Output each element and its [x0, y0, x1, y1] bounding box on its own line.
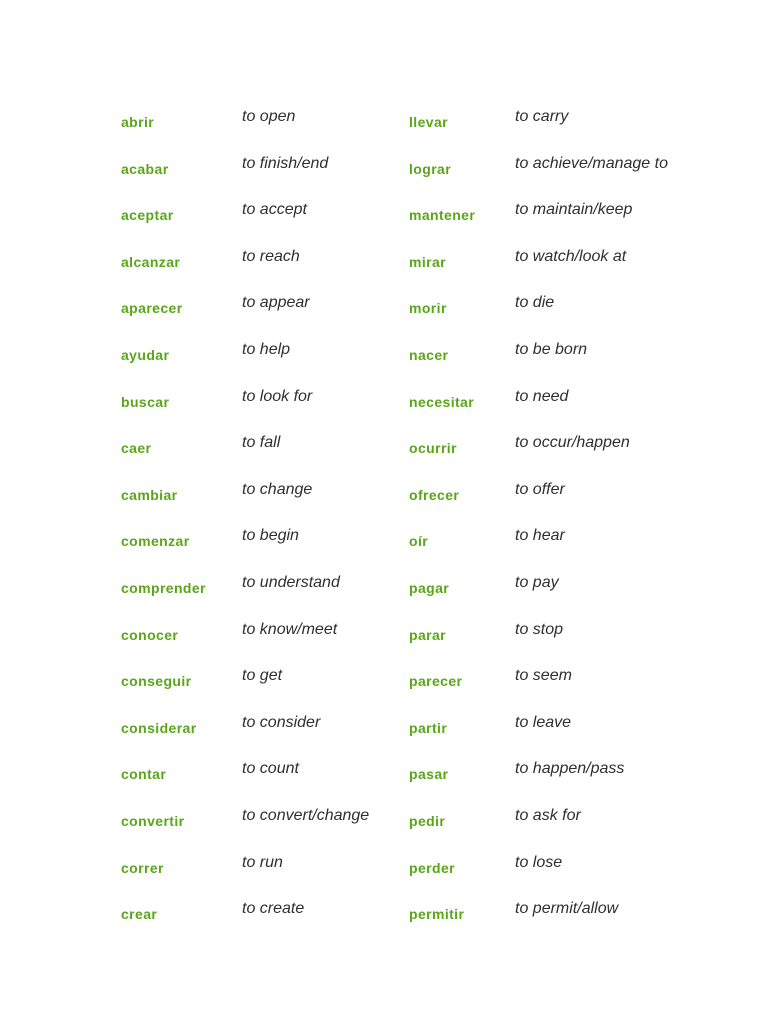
english-meaning: to offer — [515, 480, 565, 498]
spanish-word: cambiar — [121, 486, 178, 503]
vocab-row — [0, 760, 768, 807]
spanish-word: aceptar — [121, 207, 174, 224]
english-meaning: to understand — [242, 574, 340, 591]
spanish-word: conseguir — [121, 673, 192, 690]
english-meaning: to maintain/keep — [515, 201, 633, 219]
english-meaning: to seem — [515, 667, 572, 685]
english-meaning: to appear — [242, 294, 310, 312]
english-meaning: to help — [242, 341, 291, 358]
english-meaning: to carry — [515, 108, 569, 125]
spanish-word: ayudar — [121, 347, 170, 363]
spanish-word: crear — [121, 906, 158, 923]
vocab-row — [0, 341, 768, 388]
spanish-word: partir — [409, 719, 448, 736]
spanish-word: mantener — [409, 207, 476, 224]
english-meaning: to hear — [515, 527, 565, 545]
spanish-word: parar — [409, 626, 447, 643]
spanish-word: pagar — [409, 580, 450, 596]
spanish-word: ofrecer — [409, 486, 460, 503]
english-meaning: to leave — [515, 713, 572, 731]
vocab-row — [0, 527, 768, 574]
vocab-row — [0, 434, 768, 481]
english-meaning: to begin — [242, 527, 299, 545]
vocab-row — [0, 574, 768, 621]
english-meaning: to change — [242, 480, 313, 498]
spanish-word: comenzar — [121, 533, 190, 550]
spanish-word: abrir — [121, 114, 155, 130]
english-meaning: to ask for — [515, 807, 581, 824]
vocab-row — [0, 481, 768, 528]
english-meaning: to occur/happen — [515, 434, 630, 452]
spanish-word: acabar — [121, 160, 169, 177]
spanish-word: permitir — [409, 906, 465, 923]
english-meaning: to need — [515, 387, 569, 405]
english-meaning: to create — [242, 900, 305, 918]
english-meaning: to stop — [515, 620, 564, 638]
vocab-row — [0, 854, 768, 901]
english-meaning: to be born — [515, 341, 588, 358]
spanish-word: convertir — [121, 813, 185, 829]
spanish-word: perder — [409, 859, 455, 876]
spanish-word: ocurrir — [409, 440, 457, 457]
english-meaning: to run — [242, 853, 283, 871]
vocab-row — [0, 294, 768, 341]
english-meaning: to permit/allow — [515, 900, 619, 918]
spanish-word: pedir — [409, 813, 446, 829]
english-meaning: to reach — [242, 247, 300, 265]
english-meaning: to open — [242, 108, 296, 125]
english-meaning: to look for — [242, 387, 313, 405]
spanish-word: aparecer — [121, 300, 183, 317]
english-meaning: to accept — [242, 201, 307, 219]
spanish-word: alcanzar — [121, 253, 181, 270]
vocab-row — [0, 201, 768, 248]
spanish-word: nacer — [409, 347, 449, 363]
spanish-word: morir — [409, 300, 447, 317]
english-meaning: to know/meet — [242, 620, 338, 638]
vocab-row — [0, 621, 768, 668]
spanish-word: considerar — [121, 719, 197, 736]
english-meaning: to consider — [242, 713, 321, 731]
spanish-word: necesitar — [409, 393, 475, 410]
english-meaning: to achieve/manage to — [515, 154, 668, 172]
english-meaning: to lose — [515, 853, 563, 871]
english-meaning: to happen/pass — [515, 760, 625, 778]
spanish-word: oír — [409, 533, 429, 550]
spanish-word: pasar — [409, 766, 449, 783]
vocab-row — [0, 155, 768, 202]
spanish-word: comprender — [121, 580, 206, 596]
vocab-row — [0, 248, 768, 295]
spanish-word: llevar — [409, 114, 448, 130]
spanish-word: parecer — [409, 673, 463, 690]
english-meaning: to fall — [242, 434, 281, 452]
vocab-row — [0, 807, 768, 854]
spanish-word: correr — [121, 859, 164, 876]
vocab-row — [0, 900, 768, 947]
vocab-row — [0, 388, 768, 435]
spanish-word: contar — [121, 766, 167, 783]
spanish-word: mirar — [409, 253, 447, 270]
english-meaning: to finish/end — [242, 154, 329, 172]
spanish-word: conocer — [121, 626, 179, 643]
spanish-word: lograr — [409, 160, 452, 177]
spanish-word: caer — [121, 440, 152, 457]
english-meaning: to die — [515, 294, 555, 312]
english-meaning: to count — [242, 760, 299, 778]
vocab-row — [0, 714, 768, 761]
english-meaning: to get — [242, 667, 283, 685]
vocab-row — [0, 108, 768, 155]
spanish-word: buscar — [121, 393, 170, 410]
english-meaning: to pay — [515, 574, 559, 591]
vocab-row — [0, 667, 768, 714]
english-meaning: to watch/look at — [515, 247, 627, 265]
english-meaning: to convert/change — [242, 807, 370, 824]
